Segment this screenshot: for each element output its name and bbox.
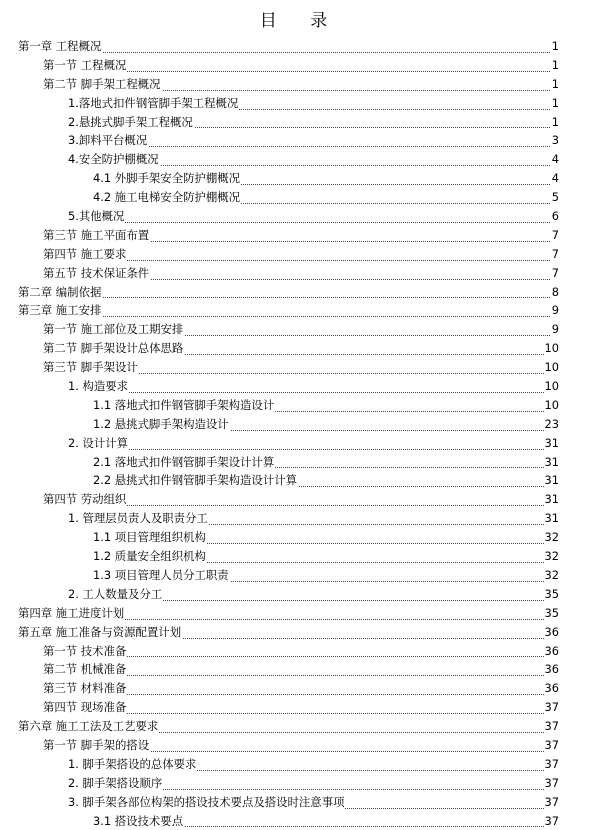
toc-entry-label: 第一节 施工部位及工期安排 xyxy=(43,322,184,337)
toc-entry-line xyxy=(68,94,558,113)
toc-entry-page: 5 xyxy=(551,188,559,207)
toc-entry[interactable] xyxy=(0,509,601,528)
toc-entry-line xyxy=(93,566,558,585)
toc-entry-page: 1 xyxy=(551,113,559,132)
toc-entry-label: 第二节 脚手架设计总体思路 xyxy=(43,341,184,356)
toc-entry-label: 第四章 施工进度计划 xyxy=(18,605,125,620)
toc-entry-label: 第一节 技术准备 xyxy=(43,643,127,658)
toc-entry-label: 2. 工人数量及分工 xyxy=(68,586,163,601)
toc-entry-page: 37 xyxy=(544,736,560,755)
toc-entry[interactable] xyxy=(0,453,601,472)
toc-entry[interactable] xyxy=(0,736,601,755)
toc-entry-page: 10 xyxy=(544,339,560,358)
toc-entry-line xyxy=(93,547,558,566)
toc-entry[interactable] xyxy=(0,113,601,132)
toc-entry-page: 6 xyxy=(551,207,559,226)
toc-entry-page: 31 xyxy=(544,453,560,472)
toc-entry[interactable] xyxy=(0,169,601,188)
toc-entry-label: 第二节 脚手架工程概况 xyxy=(43,76,161,91)
toc-entry-page: 32 xyxy=(544,547,560,566)
toc-entry[interactable] xyxy=(0,75,601,94)
toc-entry-label: 1. 构造要求 xyxy=(68,379,129,394)
toc-entry-line xyxy=(43,75,558,94)
toc-entry[interactable] xyxy=(0,471,601,490)
toc-entry-page: 37 xyxy=(544,717,560,736)
toc-entry-label: 第二章 编制依据 xyxy=(18,284,102,299)
toc-entry[interactable] xyxy=(0,755,601,774)
toc-entry-line xyxy=(43,226,558,245)
toc-entry-page: 7 xyxy=(551,264,559,283)
toc-entry-line xyxy=(43,56,558,75)
toc-entry-label: 1.1 项目管理组织机构 xyxy=(93,530,206,545)
toc-entry-label: 2. 脚手架搭设顺序 xyxy=(68,775,163,790)
toc-entry-line xyxy=(68,113,558,132)
toc-entry-label: 1.3 项目管理人员分工职责 xyxy=(93,567,229,582)
toc-entry-page: 31 xyxy=(544,490,560,509)
toc-entry-page: 10 xyxy=(544,358,560,377)
toc-entry-label: 1.1 落地式扣件钢管脚手架构造设计 xyxy=(93,397,275,412)
toc-entry-label: 2. 设计计算 xyxy=(68,435,129,450)
toc-entry-page: 7 xyxy=(551,226,559,245)
toc-entry-label: 1. 脚手架搭设的总体要求 xyxy=(68,756,197,771)
toc-entry[interactable] xyxy=(0,698,601,717)
toc-entry-label: 4.1 外脚手架安全防护棚概况 xyxy=(93,171,241,186)
toc-entry-page: 37 xyxy=(544,793,560,812)
toc-entry-page: 8 xyxy=(551,283,559,302)
toc-entry-label: 1.2 质量安全组织机构 xyxy=(93,549,206,564)
toc-entry-label: 4.2 施工电梯安全防护棚概况 xyxy=(93,190,241,205)
toc-entry-line xyxy=(18,604,558,623)
toc-entry-line xyxy=(43,736,558,755)
toc-entry[interactable] xyxy=(0,679,601,698)
toc-entry-page: 4 xyxy=(551,150,559,169)
toc-entry-line xyxy=(93,471,558,490)
toc-entry[interactable] xyxy=(0,188,601,207)
toc-entry-label: 1.落地式扣件钢管脚手架工程概况 xyxy=(68,95,239,110)
toc-entry-page: 9 xyxy=(551,320,559,339)
toc-entry-label: 2.悬挑式脚手架工程概况 xyxy=(68,114,193,129)
toc-entry-page: 36 xyxy=(544,642,560,661)
toc-entry-label: 第三节 脚手架设计 xyxy=(43,360,138,375)
toc-entry-page: 32 xyxy=(544,566,560,585)
toc-entry[interactable] xyxy=(0,566,601,585)
toc-entry-page: 1 xyxy=(551,56,559,75)
toc-entry-line xyxy=(68,585,558,604)
toc-entry-line xyxy=(43,679,558,698)
toc-entry[interactable] xyxy=(0,339,601,358)
toc-entry-line xyxy=(93,415,558,434)
toc-entry[interactable] xyxy=(0,283,601,302)
toc-entry-page: 23 xyxy=(544,415,560,434)
toc-entry-line xyxy=(93,169,558,188)
toc-entry-page: 3 xyxy=(551,131,559,150)
toc-entry-page: 1 xyxy=(551,94,559,113)
toc-entry[interactable] xyxy=(0,37,601,56)
toc-entry-line xyxy=(18,283,558,302)
page-title: 目 录 xyxy=(259,11,342,31)
toc-entry-page: 35 xyxy=(544,585,560,604)
toc-entry-line xyxy=(18,301,558,320)
toc-entry-line xyxy=(43,245,558,264)
toc-entry-label: 第三节 施工平面布置 xyxy=(43,227,150,242)
toc-entry[interactable] xyxy=(0,774,601,793)
toc-entry-label: 5.其他概况 xyxy=(68,209,125,224)
toc-entry-label: 第一节 脚手架的搭设 xyxy=(43,737,150,752)
toc-entry-page: 36 xyxy=(544,679,560,698)
toc-entry-label: 1.2 悬挑式脚手架构造设计 xyxy=(93,416,229,431)
toc-entry-page: 36 xyxy=(544,660,560,679)
toc-entry-page: 31 xyxy=(544,509,560,528)
toc-entry[interactable] xyxy=(0,434,601,453)
toc-entry-line xyxy=(43,320,558,339)
toc-entry-page: 10 xyxy=(544,377,560,396)
toc-entry-page: 4 xyxy=(551,169,559,188)
toc-entry[interactable] xyxy=(0,415,601,434)
toc-entry[interactable] xyxy=(0,131,601,150)
toc-entry[interactable] xyxy=(0,547,601,566)
toc-entry-line xyxy=(43,660,558,679)
toc-entry-line xyxy=(68,150,558,169)
toc-entry-line xyxy=(68,755,558,774)
toc-entry-line xyxy=(43,358,558,377)
toc-entry-page: 9 xyxy=(551,301,559,320)
toc-entry-label: 第一章 工程概况 xyxy=(18,39,102,53)
toc-entry-label: 2.2 悬挑式扣件钢管脚手架构造设计计算 xyxy=(93,473,297,488)
toc-entry-label: 第四节 劳动组织 xyxy=(43,492,127,507)
toc-entry[interactable] xyxy=(0,301,601,320)
toc-entry[interactable] xyxy=(0,396,601,415)
toc-entry-label: 4.安全防护棚概况 xyxy=(68,152,159,167)
toc-entry-label: 第四节 现场准备 xyxy=(43,700,127,715)
table-of-contents xyxy=(0,37,601,830)
toc-entry-page: 7 xyxy=(551,245,559,264)
toc-entry-page: 31 xyxy=(544,434,560,453)
toc-entry-line xyxy=(68,509,558,528)
toc-entry-line xyxy=(43,642,558,661)
toc-entry-line xyxy=(18,717,558,736)
toc-entry[interactable] xyxy=(0,56,601,75)
toc-entry[interactable] xyxy=(0,660,601,679)
toc-entry-label: 第三节 材料准备 xyxy=(43,681,127,696)
toc-entry[interactable] xyxy=(0,150,601,169)
toc-entry-line xyxy=(68,207,558,226)
toc-entry[interactable] xyxy=(0,604,601,623)
toc-entry-line xyxy=(68,434,558,453)
toc-entry-page: 10 xyxy=(544,396,560,415)
toc-entry-page: 31 xyxy=(544,471,560,490)
toc-entry-line xyxy=(68,131,558,150)
toc-entry-label: 3. 脚手架各部位构架的搭设技术要点及搭设时注意事项 xyxy=(68,794,345,809)
toc-entry[interactable] xyxy=(0,812,601,830)
toc-entry[interactable] xyxy=(0,377,601,396)
toc-entry-line xyxy=(93,528,558,547)
toc-entry-label: 第三章 施工安排 xyxy=(18,303,102,318)
toc-entry-label: 第六章 施工工法及工艺要求 xyxy=(18,719,159,734)
toc-entry-line xyxy=(43,698,558,717)
toc-entry-label: 第四节 施工要求 xyxy=(43,246,127,261)
toc-entry[interactable] xyxy=(0,358,601,377)
toc-entry-page: 37 xyxy=(544,812,560,830)
toc-entry-page: 37 xyxy=(544,755,560,774)
toc-entry-label: 第二节 机械准备 xyxy=(43,662,127,677)
toc-entry[interactable] xyxy=(0,207,601,226)
toc-entry[interactable] xyxy=(0,642,601,661)
toc-entry-line xyxy=(93,812,558,830)
toc-entry-label: 1. 管理层员责人及职责分工 xyxy=(68,511,208,526)
toc-entry-label: 2.1 落地式扣件钢管脚手架设计计算 xyxy=(93,454,275,469)
toc-entry-line xyxy=(18,623,558,642)
toc-entry[interactable] xyxy=(0,94,601,113)
toc-entry-line xyxy=(43,264,558,283)
toc-entry[interactable] xyxy=(0,793,601,812)
toc-entry-line xyxy=(18,37,558,56)
toc-entry[interactable] xyxy=(0,490,601,509)
toc-entry-line xyxy=(93,453,558,472)
toc-entry[interactable] xyxy=(0,264,601,283)
toc-entry[interactable] xyxy=(0,320,601,339)
toc-entry-page: 1 xyxy=(551,75,559,94)
toc-entry-page: 35 xyxy=(544,604,560,623)
toc-entry-line xyxy=(43,490,558,509)
toc-entry-page: 32 xyxy=(544,528,560,547)
toc-entry[interactable] xyxy=(0,245,601,264)
toc-entry-line xyxy=(68,793,558,812)
toc-entry[interactable] xyxy=(0,585,601,604)
toc-entry-label: 第五节 技术保证条件 xyxy=(43,265,150,280)
toc-entry-page: 36 xyxy=(544,623,560,642)
toc-entry-page: 37 xyxy=(544,774,560,793)
toc-entry-line xyxy=(43,339,558,358)
toc-entry-label: 第五章 施工准备与资源配置计划 xyxy=(18,624,182,639)
toc-entry[interactable] xyxy=(0,226,601,245)
toc-entry[interactable] xyxy=(0,528,601,547)
toc-entry-line xyxy=(93,188,558,207)
toc-entry-page: 1 xyxy=(551,37,559,56)
toc-entry-line xyxy=(68,377,558,396)
toc-entry-line xyxy=(93,396,558,415)
toc-entry-label: 第一节 工程概况 xyxy=(43,57,127,72)
toc-entry[interactable] xyxy=(0,717,601,736)
toc-entry-label: 3.卸料平台概况 xyxy=(68,133,148,148)
toc-entry[interactable] xyxy=(0,623,601,642)
toc-entry-line xyxy=(68,774,558,793)
toc-entry-label: 3.1 搭设技术要点 xyxy=(93,813,184,828)
toc-entry-page: 37 xyxy=(544,698,560,717)
